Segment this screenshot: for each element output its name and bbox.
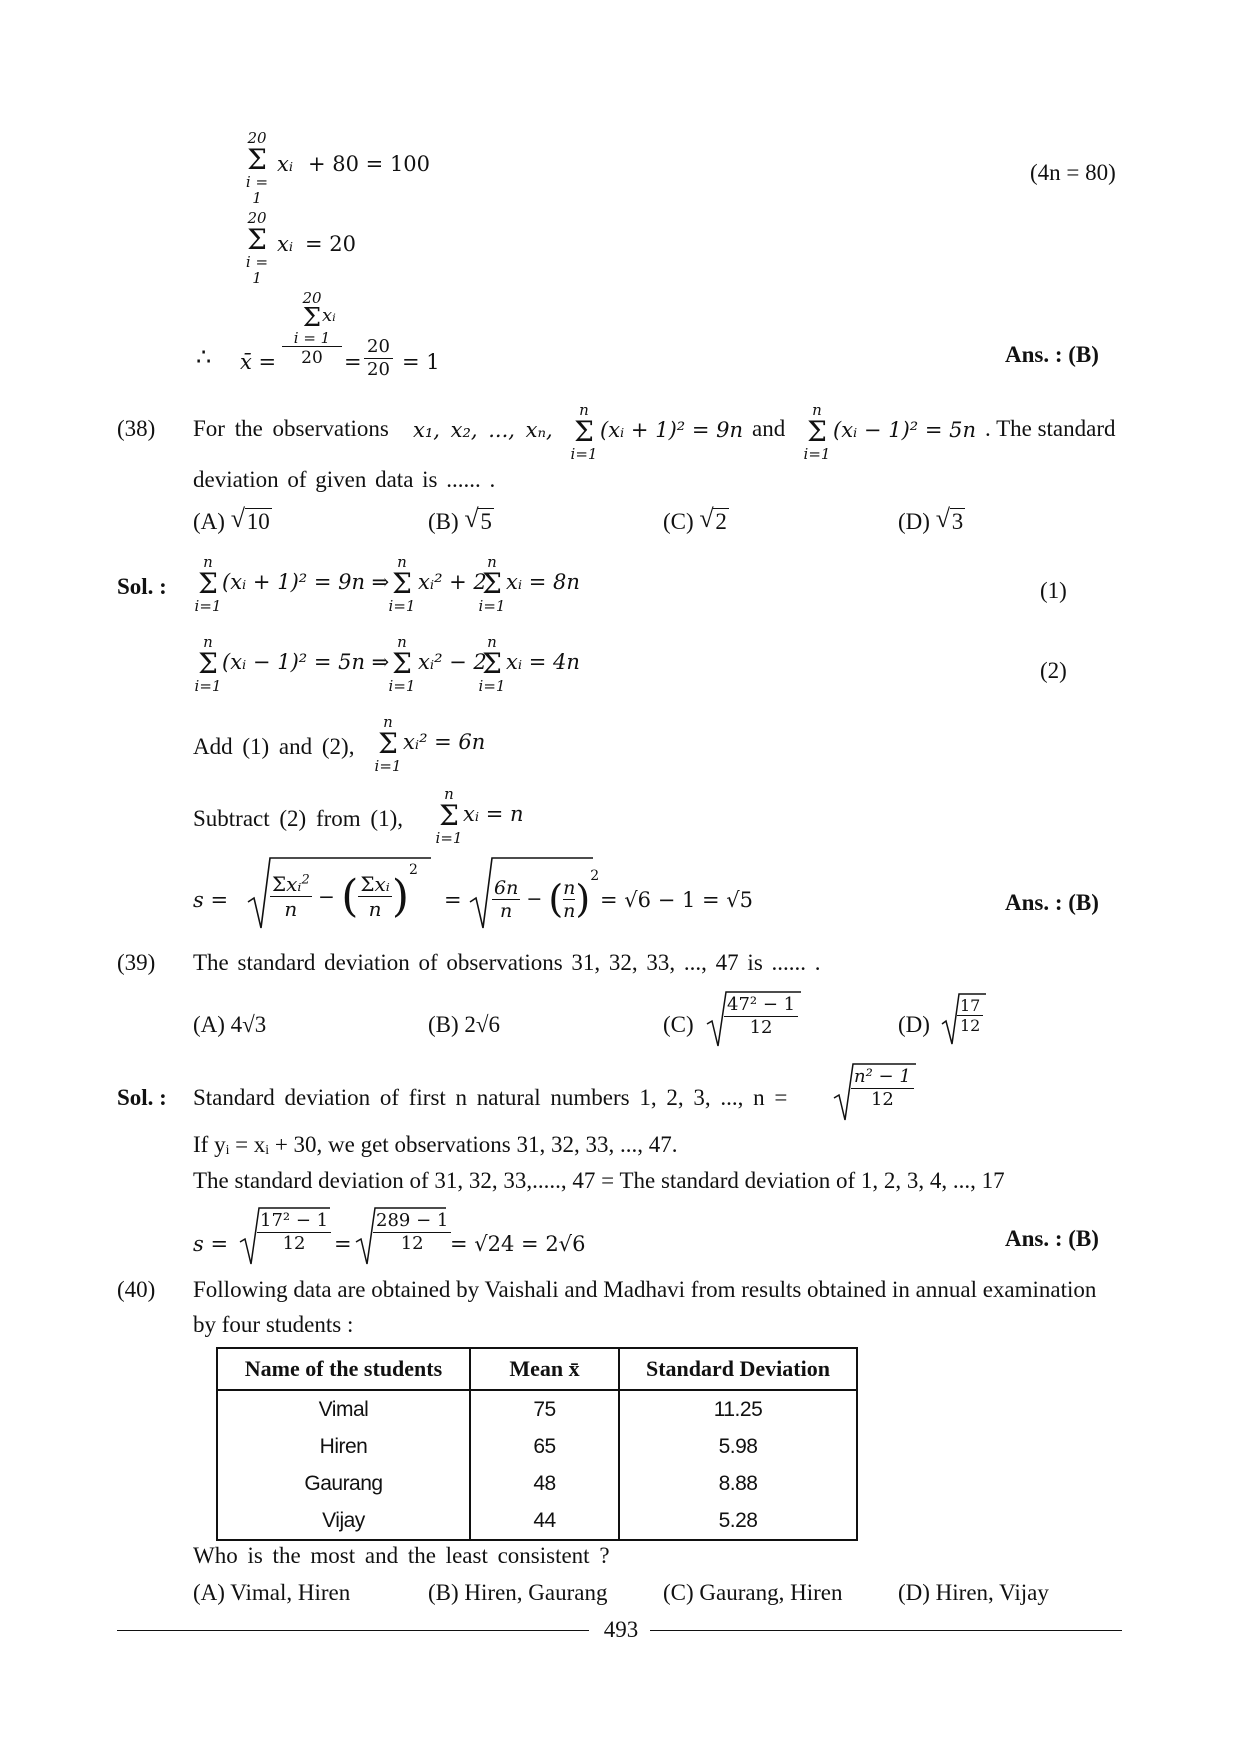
cell-mean: 48 xyxy=(470,1465,619,1502)
sol38-sum-h: n Σ i=1 xyxy=(435,785,463,847)
summation-1: 20 Σ i = 1 xyxy=(245,129,269,207)
q39-option-b: (B) 2√6 xyxy=(428,1012,501,1037)
cell-sd: 11.25 xyxy=(619,1390,857,1428)
sol39-fraction-2: $\frac{\text{17² − 1}}{12}$ xyxy=(257,1210,331,1255)
cell-name: Gaurang xyxy=(217,1465,470,1502)
cell-name: Hiren xyxy=(217,1428,470,1465)
solution-label-38: Sol. : xyxy=(117,574,167,599)
q38-text-c: deviation of given data is ...... . xyxy=(193,467,496,492)
answer-37: Ans. : (B) xyxy=(1005,342,1099,367)
sum-equation-2: = 20 xyxy=(305,232,356,256)
header-name: Name of the students xyxy=(217,1348,470,1390)
cell-sd: 5.98 xyxy=(619,1428,857,1465)
cell-name: Vimal xyxy=(217,1390,470,1428)
sol38-sum-g: n Σ i=1 xyxy=(374,713,402,775)
q40-option-b: (B) Hiren, Gaurang xyxy=(428,1580,608,1605)
sum-equation-1: + 80 = 100 xyxy=(308,152,431,176)
sol38-line2-c: xᵢ = 4n xyxy=(506,650,580,674)
cell-sd: 8.88 xyxy=(619,1465,857,1502)
results-table xyxy=(216,1347,858,1541)
sol38-add-text: Add (1) and (2), xyxy=(193,734,355,759)
q40-text-a: Following data are obtained by Vaishali and Madhavi from results obtained in annual examination xyxy=(193,1277,1097,1302)
sol38-variance-expression: Σxᵢ$^2$ n − ( Σxᵢ n )$^2$ xyxy=(272,862,418,922)
q40-option-d: (D) Hiren, Vijay xyxy=(898,1580,1049,1605)
sol39-fraction-1: $\frac{\text{n² − 1}}{12}$ xyxy=(851,1066,914,1111)
q38-option-a: (A) √ 10 xyxy=(193,508,272,535)
q39-option-d-fraction: $\frac{17}{12}$ xyxy=(957,996,983,1035)
q38-and: and xyxy=(752,416,786,441)
question-number-40: (40) xyxy=(117,1277,156,1302)
note-4n: (4n = 80) xyxy=(1030,160,1116,185)
q38-variables: x₁, x₂, ..., xₙ, xyxy=(413,418,553,442)
table-header-row xyxy=(217,1348,857,1390)
sol38-sum-b: n Σ i=1 xyxy=(388,553,416,615)
answer-38: Ans. : (B) xyxy=(1005,890,1099,915)
q39-text: The standard deviation of observations 31, 32, 33, ..., 47 is ...... . xyxy=(193,950,821,975)
sum-variable: xᵢ xyxy=(277,232,294,256)
mean-fraction-numerator-x: xᵢ xyxy=(322,305,336,326)
sol38-eq-sign: = xyxy=(444,888,462,912)
sol39-line1: Standard deviation of first n natural numbers 1, 2, 3, ..., n = xyxy=(193,1085,788,1110)
sum-variable: xᵢ xyxy=(277,152,294,176)
fraction-20-20: $\frac{20}{20}$ xyxy=(364,336,393,381)
header-sd: Standard Deviation xyxy=(619,1348,857,1390)
header-mean: Mean x̄ xyxy=(470,1348,619,1390)
sol38-sum-a: n Σ i=1 xyxy=(194,553,222,615)
sol38-add-result: xᵢ² = 6n xyxy=(403,730,486,754)
cell-mean: 44 xyxy=(470,1502,619,1540)
cell-name: Vijay xyxy=(217,1502,470,1540)
mean-fraction: 20 Σ i = 1 20 xyxy=(282,290,342,369)
sol38-line1-b: xᵢ² + 2 xyxy=(418,570,487,594)
answer-39: Ans. : (B) xyxy=(1005,1226,1099,1251)
q38-sum1: (xᵢ + 1)² = 9n xyxy=(600,418,744,442)
sol38-line1-c: xᵢ = 8n xyxy=(506,570,580,594)
sol39-fraction-3: $\frac{289 - 1}{12}$ xyxy=(373,1210,451,1255)
q38-option-c: (C) √ 2 xyxy=(663,508,729,535)
footer-rule-right xyxy=(650,1630,1122,1631)
equation-number-1: (1) xyxy=(1040,578,1067,603)
sol38-subtract-result: xᵢ = n xyxy=(463,802,524,826)
sol38-line1-a: (xᵢ + 1)² = 9n ⇒ xyxy=(222,570,390,594)
sol38-sum-f: n Σ i=1 xyxy=(478,633,506,695)
sol38-sum-d: n Σ i=1 xyxy=(194,633,222,695)
q39-option-c-label: (C) xyxy=(663,1012,694,1037)
sol38-sum-c: n Σ i=1 xyxy=(478,553,506,615)
q38-sum2: (xᵢ − 1)² = 5n xyxy=(833,418,977,442)
q38-option-d: (D) √ 3 xyxy=(898,508,965,535)
sol39-eq: = xyxy=(334,1232,352,1256)
cell-sd: 5.28 xyxy=(619,1502,857,1540)
q40-option-c: (C) Gaurang, Hiren xyxy=(663,1580,843,1605)
sol39-line2: If yᵢ = xᵢ + 30, we get observations 31, 32, 33, ..., 47. xyxy=(193,1132,678,1157)
footer-rule-left xyxy=(117,1630,589,1631)
sol39-s-lhs: s = xyxy=(193,1232,229,1256)
page-number: 493 xyxy=(603,1617,639,1642)
solution-label-39: Sol. : xyxy=(117,1085,167,1110)
mean-result: = 1 xyxy=(402,350,440,374)
q38-summation-2: n Σ i=1 xyxy=(803,401,831,463)
q40-text-b: by four students : xyxy=(193,1312,354,1337)
table-row xyxy=(217,1465,857,1502)
therefore-symbol: ∴ xyxy=(196,345,212,371)
q38-option-b: (B) √ 5 xyxy=(428,508,494,535)
question-number-38: (38) xyxy=(117,416,156,441)
sol39-line3: The standard deviation of 31, 32, 33,....., 47 = The standard deviation of 1, 2, 3, 4, ..., 17 xyxy=(193,1168,1005,1193)
q38-text-a: For the observations xyxy=(193,416,389,441)
sol38-simplified: $\frac{6n}{n}$ − ( $\frac{n}{n}$ )$^2$ xyxy=(494,868,600,922)
cell-mean: 75 xyxy=(470,1390,619,1428)
q38-text-b: . The standard xyxy=(985,416,1116,441)
sol38-sum-e: n Σ i=1 xyxy=(388,633,416,695)
table-row xyxy=(217,1390,857,1428)
sol38-subtract-text: Subtract (2) from (1), xyxy=(193,806,403,831)
sol38-line2-a: (xᵢ − 1)² = 5n ⇒ xyxy=(222,650,390,674)
table-row xyxy=(217,1428,857,1465)
equation-number-2: (2) xyxy=(1040,658,1067,683)
table-row xyxy=(217,1502,857,1540)
q39-option-a: (A) 4√3 xyxy=(193,1012,267,1037)
q40-question: Who is the most and the least consistent ? xyxy=(193,1543,610,1568)
q40-option-a: (A) Vimal, Hiren xyxy=(193,1580,351,1605)
mean-lhs: x̄ = xyxy=(240,350,277,374)
summation-2: 20 Σ i = 1 xyxy=(245,209,269,287)
q39-option-c-fraction: $\frac{\text{47² − 1}}{12}$ xyxy=(724,994,798,1039)
sol38-result: = √6 − 1 = √5 xyxy=(600,888,754,912)
question-number-39: (39) xyxy=(117,950,156,975)
sol38-line2-b: xᵢ² − 2 xyxy=(418,650,487,674)
sol39-result: = √24 = 2√6 xyxy=(450,1232,586,1256)
q38-summation-1: n Σ i=1 xyxy=(570,401,598,463)
q39-option-d-label: (D) xyxy=(898,1012,930,1037)
eq-sign: = xyxy=(344,350,362,374)
cell-mean: 65 xyxy=(470,1428,619,1465)
sol38-s-lhs: s = xyxy=(193,888,229,912)
